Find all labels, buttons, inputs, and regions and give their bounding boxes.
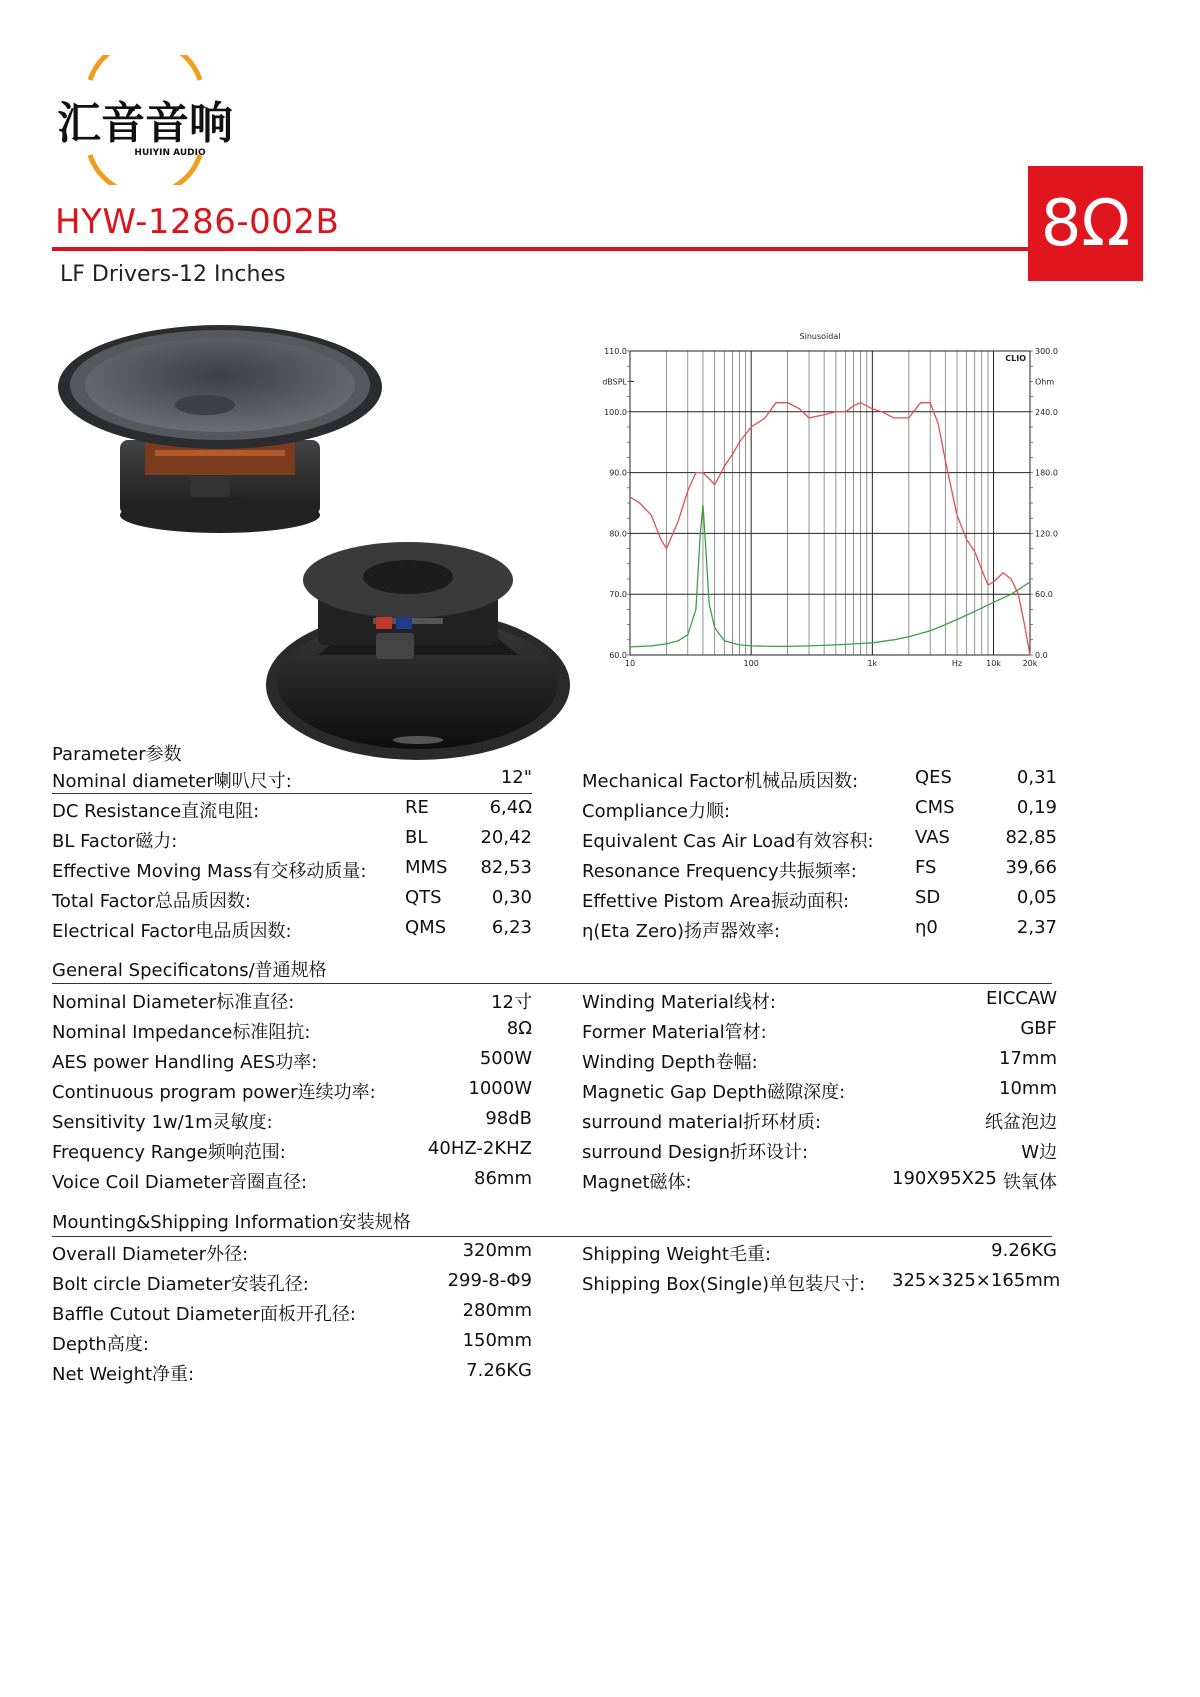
spec-label: Shipping Box(Single)单包装尺寸: [582,1274,866,1295]
x-axis-tick-label: 10 [624,659,636,668]
parameter-divider [52,793,532,794]
general-row [582,1078,1062,1108]
right-axis-tick-label: 120.0 [1035,529,1058,539]
mounting-row [582,1270,1062,1300]
spec-value: GBF [1020,1018,1057,1039]
parameter-section-title: Parameter参数 [52,744,182,765]
spec-label: Net Weight净重: [52,1364,195,1385]
model-number: HYW-1286-002B [55,202,340,242]
spec-value: W边 [1021,1142,1057,1163]
parameter-symbol: FS [915,857,937,878]
parameter-label: BL Factor磁力: [52,831,178,852]
parameter-symbol: VAS [915,827,950,848]
parameter-symbol: BL [405,827,428,848]
parameter-label: Effettive Pistom Area振动面积: [582,891,850,912]
parameter-value: 82,85 [1005,827,1057,848]
spec-value: 86mm [474,1168,532,1189]
spec-value: 280mm [462,1300,532,1321]
mounting-row [52,1360,532,1390]
general-row [582,1018,1062,1048]
left-axis-tick-label: 110.0 [604,347,627,356]
parameter-row [582,767,1062,797]
right-axis-tick-label: 60.0 [1035,590,1053,600]
parameter-value: 0,30 [491,887,532,908]
left-axis-tick-label: 100.0 [604,407,627,417]
general-row [582,1108,1062,1138]
brand-logo [50,55,240,185]
plot-frame [630,351,1030,655]
general-row [52,1108,532,1138]
right-axis-tick-label: 180.0 [1035,468,1058,478]
spec-label: Frequency Range频响范围: [52,1142,286,1163]
parameter-label: Equivalent Cas Air Load有效容积: [582,831,874,852]
spec-label: Nominal Diameter标准直径: [52,992,295,1013]
general-section-title: General Specificatons/普通规格 [52,960,327,981]
spec-value: 9.26KG [991,1240,1057,1261]
x-axis-tick-label: 100 [743,659,759,668]
parameter-label: Compliance力顺: [582,801,731,822]
parameter-label: Mechanical Factor机械品质因数: [582,771,859,792]
x-axis-tick-label: 1k [867,659,878,668]
left-axis-tick-label: 60.0 [609,651,627,660]
general-row [52,1018,532,1048]
parameter-symbol: QTS [405,887,442,908]
parameter-row [52,887,532,917]
spec-label: surround material折环材质: [582,1112,822,1133]
spec-value: 17mm [999,1048,1057,1069]
right-axis-tick-label: 300.0 [1035,347,1058,356]
product-subtitle: LF Drivers-12 Inches [60,262,286,287]
parameter-symbol: QMS [405,917,447,938]
general-row [582,1048,1062,1078]
parameter-label: Total Factor总品质因数: [52,891,251,912]
parameter-row [582,917,1062,947]
mounting-row [52,1300,532,1330]
parameter-symbol: MMS [405,857,448,878]
spec-dimension: 190X95X25 [892,1168,997,1189]
parameter-row [582,827,1062,857]
parameter-symbol: CMS [915,797,955,818]
frequency-response-chart [590,325,1110,705]
spec-value: 纸盆泡边 [985,1112,1057,1133]
mounting-row [52,1240,532,1270]
parameter-row [52,857,532,887]
spec-value: 铁氧体 [1003,1172,1057,1193]
chart-brand-label: CLIO [1005,354,1026,363]
brand-name-en: HUIYIN AUDIO [134,148,206,158]
x-axis-tick-label: 20k [1022,659,1038,668]
parameter-row [582,797,1062,827]
spec-value: 7.26KG [466,1360,532,1381]
parameter-value: 0,31 [1016,767,1057,788]
right-axis-unit: Ohm [1035,377,1055,387]
mounting-section-title: Mounting&Shipping Information安装规格 [52,1212,411,1233]
general-row [582,1138,1062,1168]
mounting-divider [52,1236,1052,1237]
spec-label: Magnet磁体: [582,1172,692,1193]
spec-label: Overall Diameter外径: [52,1244,249,1265]
spec-label: Continuous program power连续功率: [52,1082,376,1103]
spec-value: 325×325×165mm [892,1270,1061,1291]
spec-value: 1000W [468,1078,532,1099]
spec-value: 320mm [462,1240,532,1261]
parameter-symbol: η0 [915,917,938,938]
spec-label: Voice Coil Diameter音圈直径: [52,1172,308,1193]
parameter-value: 0,19 [1016,797,1057,818]
parameter-row [582,857,1062,887]
parameter-label: DC Resistance直流电阻: [52,801,260,822]
parameter-row [52,917,532,947]
spec-label: surround Design折环设计: [582,1142,809,1163]
general-row [582,1168,1062,1198]
left-axis-tick-label: 70.0 [609,590,627,600]
parameter-row [582,887,1062,917]
general-row [52,1138,532,1168]
spec-label: Former Material管材: [582,1022,767,1043]
general-row [52,1078,532,1108]
spec-value: 150mm [462,1330,532,1351]
parameter-symbol: QES [915,767,952,788]
general-row [52,1168,532,1198]
parameter-label: Nominal diameter喇叭尺寸: [52,771,292,792]
spec-value: EICCAW [986,988,1057,1009]
parameter-value: 6,23 [491,917,532,938]
parameter-row [52,827,532,857]
parameter-value: 20,42 [480,827,532,848]
spec-value: 10mm [999,1078,1057,1099]
x-axis-tick-label: 10k [986,659,1001,668]
spec-label: Baffle Cutout Diameter面板开孔径: [52,1304,356,1325]
spec-label: Nominal Impedance标准阻抗: [52,1022,311,1043]
parameter-row [52,797,532,827]
parameter-value: 0,05 [1016,887,1057,908]
general-row [582,988,1062,1018]
general-divider [52,983,1052,984]
parameter-label: η(Eta Zero)扬声器效率: [582,921,781,942]
spec-value: 299-8-Φ9 [447,1270,532,1291]
brand-name: 汇音音响 [57,98,233,149]
general-row [52,1048,532,1078]
parameter-value: 12" [500,767,532,788]
parameter-label: Electrical Factor电品质因数: [52,921,292,942]
mounting-row [582,1240,1062,1270]
chart-svg [590,325,1110,705]
spec-label: Bolt circle Diameter安装孔径: [52,1274,309,1295]
spec-label: Sensitivity 1w/1m灵敏度: [52,1112,273,1133]
spec-value: 12寸 [491,992,532,1013]
right-axis-tick-label: 240.0 [1035,407,1058,417]
parameter-value: 6,4Ω [489,797,532,818]
parameter-symbol: SD [915,887,941,908]
parameter-label: Effective Moving Mass有交移动质量: [52,861,367,882]
header-divider [52,247,1052,251]
spec-label: Shipping Weight毛重: [582,1244,772,1265]
left-axis-tick-label: 80.0 [609,529,627,539]
parameter-symbol: RE [405,797,429,818]
mounting-row [52,1270,532,1300]
parameter-value: 82,53 [480,857,532,878]
speaker-rear-image [258,535,570,765]
speaker-front-image [55,325,385,560]
chart-title: Sinusoidal [799,332,841,341]
impedance-badge: 8Ω [1028,166,1143,281]
logo-mark [50,55,240,185]
spec-label: Magnetic Gap Depth磁隙深度: [582,1082,846,1103]
spec-label: Winding Depth卷幅: [582,1052,758,1073]
mounting-row [52,1330,532,1360]
spec-label: Depth高度: [52,1334,149,1355]
spec-label: Winding Material线材: [582,992,776,1013]
left-axis-unit: dBSPL [602,377,627,387]
right-axis-tick-label: 0.0 [1035,651,1048,660]
spec-value: 98dB [485,1108,532,1129]
parameter-value: 2,37 [1016,917,1057,938]
spec-label: AES power Handling AES功率: [52,1052,318,1073]
spec-value: 8Ω [506,1018,532,1039]
parameter-label: Resonance Frequency共振频率: [582,861,857,882]
left-axis-tick-label: 90.0 [609,468,627,478]
x-axis-tick-label: Hz [951,659,963,668]
spec-value: 40HZ-2KHZ [427,1138,532,1159]
general-row [52,988,532,1018]
spec-value: 500W [479,1048,532,1069]
parameter-value: 39,66 [1005,857,1057,878]
